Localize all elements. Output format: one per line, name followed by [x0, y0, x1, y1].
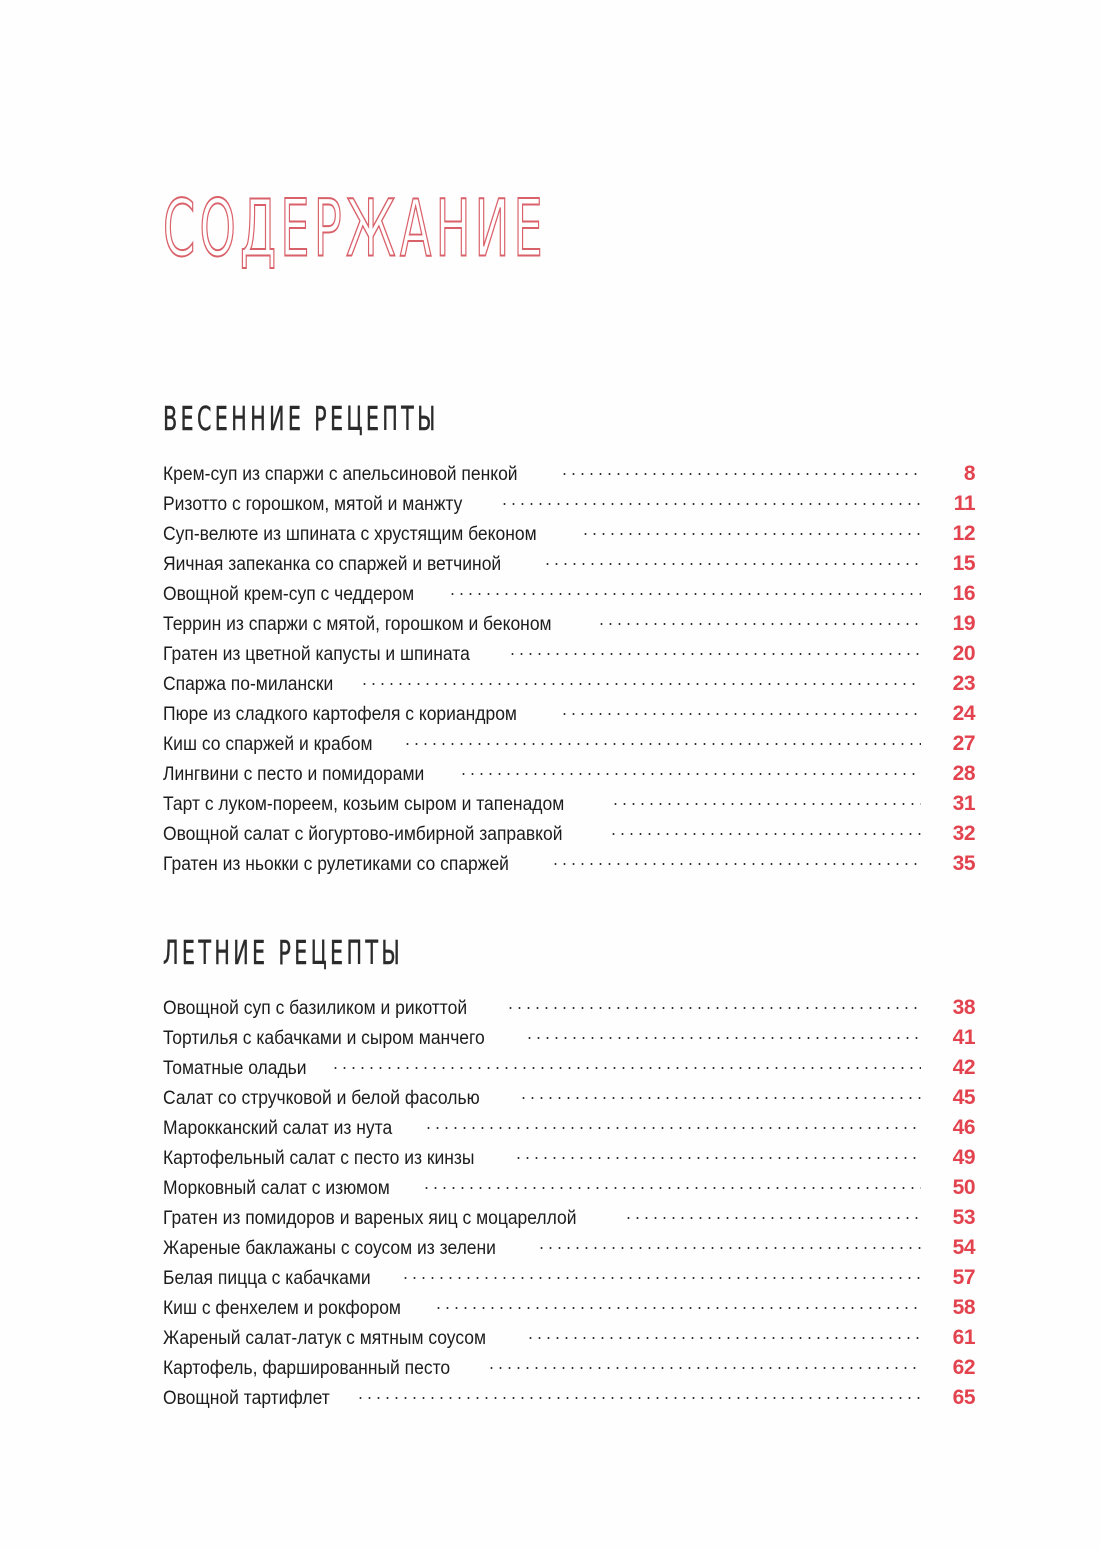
- page-title: СОДЕРЖАНИЕ: [163, 184, 547, 276]
- toc-entry-page-number: 16: [952, 582, 975, 606]
- toc-entry[interactable]: [163, 759, 975, 789]
- toc-entry-page-number: 32: [952, 822, 975, 846]
- dot-leader: [331, 1054, 921, 1074]
- dot-leader: [526, 1324, 921, 1344]
- toc-entry-title: Гратен из цветной капусты и шпината: [163, 644, 470, 666]
- dot-leader: [519, 1084, 921, 1104]
- dot-leader: [611, 790, 921, 810]
- dot-leader: [424, 1114, 921, 1134]
- toc-entry-title: Овощной суп с базиликом и рикоттой: [163, 998, 468, 1020]
- toc-entry-page-number: 50: [952, 1176, 975, 1200]
- toc-entry[interactable]: [163, 993, 975, 1023]
- toc-section: [163, 933, 975, 1413]
- toc-entry[interactable]: [163, 1143, 975, 1173]
- toc-entry-title: Лингвини с песто и помидорами: [163, 764, 425, 786]
- toc-entry[interactable]: [163, 699, 975, 729]
- toc-entry-page-number: 65: [952, 1386, 975, 1410]
- toc-entry[interactable]: [163, 819, 975, 849]
- toc-entry-title: Пюре из сладкого картофеля с кориандром: [163, 704, 517, 726]
- toc-entry[interactable]: [163, 849, 975, 879]
- toc-entry-title: Гратен из ньокки с рулетиками со спаржей: [163, 854, 509, 876]
- dot-leader: [624, 1204, 921, 1224]
- dot-leader: [360, 670, 921, 690]
- toc-entry[interactable]: [163, 1233, 975, 1263]
- toc-entry[interactable]: [163, 1323, 975, 1353]
- toc-entry-title: Тортилья с кабачками и сыром манчего: [163, 1028, 485, 1050]
- toc-entry[interactable]: [163, 789, 975, 819]
- toc-entry[interactable]: [163, 1173, 975, 1203]
- dot-leader: [506, 994, 921, 1014]
- dot-leader: [560, 460, 921, 480]
- dot-leader: [459, 760, 921, 780]
- toc-entry-title: Террин из спаржи с мятой, горошком и беконом: [163, 614, 552, 636]
- dot-leader: [434, 1294, 921, 1314]
- toc-entry-title: Картофельный салат с песто из кинзы: [163, 1148, 475, 1170]
- toc-entry-page-number: 27: [952, 732, 975, 756]
- dot-leader: [508, 640, 921, 660]
- toc-entry[interactable]: [163, 729, 975, 759]
- toc-entry-title: Жареные баклажаны с соусом из зелени: [163, 1238, 496, 1260]
- section-heading: ЛЕТНИЕ РЕЦЕПТЫ: [163, 933, 403, 973]
- dot-leader: [609, 820, 921, 840]
- dot-leader: [581, 520, 921, 540]
- toc-entry-page-number: 45: [952, 1086, 975, 1110]
- dot-leader: [422, 1174, 921, 1194]
- dot-leader: [525, 1024, 921, 1044]
- dot-leader: [514, 1144, 921, 1164]
- toc-entry-title: Суп-велюте из шпината с хрустящим беконом: [163, 524, 537, 546]
- toc-entry-page-number: 41: [952, 1026, 975, 1050]
- toc-entry-title: Тарт с луком-пореем, козьим сыром и тапенадом: [163, 794, 565, 816]
- dot-leader: [551, 850, 921, 870]
- dot-leader: [543, 550, 921, 570]
- toc-entry[interactable]: [163, 579, 975, 609]
- toc-entry[interactable]: [163, 1203, 975, 1233]
- toc-entry-page-number: 8: [963, 462, 975, 486]
- toc-entry-page-number: 12: [952, 522, 975, 546]
- toc-entry[interactable]: [163, 1263, 975, 1293]
- toc-entry[interactable]: [163, 1083, 975, 1113]
- toc-entry-page-number: 38: [952, 996, 975, 1020]
- toc-entry-title: Овощной салат с йогуртово-имбирной заправкой: [163, 824, 563, 846]
- toc-entry[interactable]: [163, 1023, 975, 1053]
- toc-entry-title: Гратен из помидоров и вареных яиц с моцареллой: [163, 1208, 577, 1230]
- toc-entry[interactable]: [163, 459, 975, 489]
- table-of-contents: [163, 380, 975, 1413]
- toc-entry-page-number: 62: [952, 1356, 975, 1380]
- toc-entry-title: Белая пицца с кабачками: [163, 1268, 371, 1290]
- toc-entry-page-number: 31: [952, 792, 975, 816]
- toc-entry[interactable]: [163, 1293, 975, 1323]
- dot-leader: [597, 610, 921, 630]
- toc-entry-title: Жареный салат-латук с мятным соусом: [163, 1328, 487, 1350]
- toc-entry-title: Киш со спаржей и крабом: [163, 734, 373, 756]
- toc-entry-page-number: 24: [952, 702, 975, 726]
- toc-entry-page-number: 42: [952, 1056, 975, 1080]
- toc-entry[interactable]: [163, 519, 975, 549]
- toc-entry-page-number: 23: [952, 672, 975, 696]
- toc-entry-page-number: 61: [952, 1326, 975, 1350]
- toc-entry-title: Морковный салат с изюмом: [163, 1178, 390, 1200]
- toc-entry-page-number: 35: [952, 852, 975, 876]
- toc-entry-title: Марокканский салат из нута: [163, 1118, 393, 1140]
- dot-leader: [356, 1384, 921, 1404]
- toc-entry-page-number: 49: [952, 1146, 975, 1170]
- toc-entry-title: Овощной крем-суп с чеддером: [163, 584, 415, 606]
- dot-leader: [500, 490, 921, 510]
- toc-entry-title: Овощной тартифлет: [163, 1388, 330, 1410]
- toc-entry-page-number: 58: [952, 1296, 975, 1320]
- toc-entry-title: Картофель, фаршированный песто: [163, 1358, 451, 1380]
- dot-leader: [401, 1264, 921, 1284]
- toc-entry-page-number: 11: [953, 492, 975, 516]
- toc-entry[interactable]: [163, 549, 975, 579]
- toc-entry[interactable]: [163, 1113, 975, 1143]
- toc-entry[interactable]: [163, 1053, 975, 1083]
- section-heading: ВЕСЕННИЕ РЕЦЕПТЫ: [163, 399, 439, 439]
- toc-entry[interactable]: [163, 1353, 975, 1383]
- dot-leader: [403, 730, 921, 750]
- toc-entry-page-number: 57: [952, 1266, 975, 1290]
- toc-entry-title: Крем-суп из спаржи с апельсиновой пенкой: [163, 464, 518, 486]
- toc-entry-title: Ризотто с горошком, мятой и манжту: [163, 494, 463, 516]
- toc-entry[interactable]: [163, 609, 975, 639]
- toc-entry-title: Салат со стручковой и белой фасолью: [163, 1088, 480, 1110]
- toc-entry[interactable]: [163, 1383, 975, 1413]
- toc-entry-page-number: 54: [952, 1236, 975, 1260]
- toc-entry-page-number: 46: [952, 1116, 975, 1140]
- toc-entry-title: Яичная запеканка со спаржей и ветчиной: [163, 554, 502, 576]
- toc-entry-list: [163, 459, 975, 879]
- toc-entry-title: Спаржа по-милански: [163, 674, 334, 696]
- toc-entry-page-number: 19: [952, 612, 975, 636]
- dot-leader: [560, 700, 921, 720]
- dot-leader: [487, 1354, 921, 1374]
- toc-entry[interactable]: [163, 489, 975, 519]
- toc-entry-title: Киш с фенхелем и рокфором: [163, 1298, 401, 1320]
- toc-entry-page-number: 53: [952, 1206, 975, 1230]
- dot-leader: [448, 580, 921, 600]
- dot-leader: [537, 1234, 921, 1254]
- toc-entry-page-number: 20: [952, 642, 975, 666]
- toc-entry-page-number: 28: [952, 762, 975, 786]
- toc-entry[interactable]: [163, 639, 975, 669]
- toc-entry[interactable]: [163, 669, 975, 699]
- toc-entry-list: [163, 993, 975, 1413]
- toc-entry-page-number: 15: [952, 552, 975, 576]
- toc-section: [163, 399, 975, 879]
- toc-entry-title: Томатные оладьи: [163, 1058, 307, 1080]
